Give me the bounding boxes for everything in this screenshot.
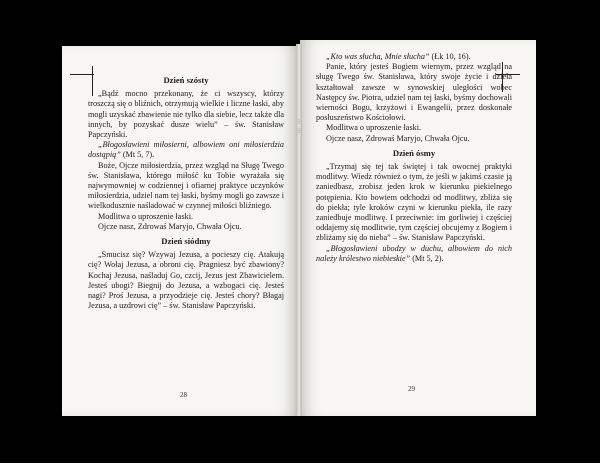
heading-day-seven: Dzień siódmy — [161, 236, 211, 247]
right-page-text — [316, 52, 512, 264]
heading-day-six: Dzień szósty — [163, 75, 209, 85]
book-spine — [296, 44, 302, 416]
paragraph: Ojcze nasz, Zdrowaś Maryjo, Chwała Ojcu. — [98, 221, 242, 231]
quote-reference: (Mt 5, 2). — [410, 253, 444, 263]
paragraph: Modlitwa o uproszenie łaski. — [98, 211, 194, 221]
quote-reference: (Mt 5, 7). — [120, 150, 155, 160]
page-number-right: 29 — [408, 385, 415, 393]
paragraph: „Smucisz się? Wzywaj Jezusa, a pocieszy cię. Atakują cię? Wołaj Jezusa, a obroni cię. Pragniesz być zbawiony? Kochaj Jezusa, naśladuj Go, czcij, Jezus jest Zbawicielem. Jesteś ubogi? Biegnij do Jezusa, a wzbogaci cię. Jesteś nagi? Proś Jezusa, a przyodzieje cię. Jesteś chory? Błagaj Jezusa, a uzdrowi cię” – św. Stanisław Papczyński. — [88, 250, 284, 311]
paragraph: Ojcze nasz, Zdrowaś Maryjo, Chwała Ojcu. — [326, 133, 470, 143]
scripture-quote — [316, 52, 512, 62]
paragraph: Panie, który jesteś Bogiem wiernym, przez wzgląd na sługę Twego św. Stanisława, który swoje życie i dzieła kształtował zawsze w synowskiej uległości wobec Następcy św. Piotra, udziel nam tej łaski, byśmy dochowali wierności Bogu, krzyżowi i Ewangelii, przez doskonałe posłuszeństwo Kościołowi. — [316, 62, 512, 123]
quote-reference: (Łk 10, 16). — [429, 52, 471, 61]
paragraph: Modlitwa o uproszenie łaski. — [326, 123, 422, 133]
quote-text: „Błogosławieni ubodzy w duchu, albowiem do nich należy królestwo niebieskie” — [316, 243, 512, 263]
scripture-quote — [88, 140, 284, 160]
heading-day-eight: Dzień ósmy — [392, 147, 436, 158]
page-number-left: 28 — [180, 391, 187, 399]
paragraph: Boże, Ojcze miłosierdzia, przez wzgląd na Sługę Twego św. Stanisława, którego miłość ku Tobie wyrażała się najwymowniej w codziennej i ofiarnej praktyce uczynków miłosierdzia, udziel nam tej łaski, byśmy mogli go zawsze i wielkodusznie naśladować w czynnej miłości bliźniego. — [88, 160, 284, 211]
quote-text: „Kto was słucha, Mnie słucha” — [326, 52, 430, 61]
paragraph: „Bądź mocno przekonany, że ci wszyscy, którzy troszczą się o bliźnich, otrzymują wielkie i liczne łaski, aby mogli uzyskać zbawienie nie tylko dla siebie, lecz także dla innych, by pozyskać dusze wielu” – św. Stanisław Papczyński. — [88, 89, 284, 140]
left-page-text — [88, 71, 284, 311]
binding-marks: ⁝ ⁝ — [297, 118, 301, 135]
scripture-quote — [316, 244, 512, 264]
paragraph: „Trzymaj się tej tak świętej i tak owocnej praktyki modlitwy. Wiedz również o tym, że jeśli w jakimś czasie ją zaniedbasz, zrobisz jeden krok w kierunku piekielnego potępienia. Kto bowiem odchodzi od modlitwy, zbliża się do piekła; tyle kroków czyni w kierunku piekła, ile razy zaniedbuje modlitwę. I przeciwnie: im gorliwiej i częściej oddajemy się modlitwie, tym częściej obcujemy z Bogiem i zbliżamy się do nieba” – św. Stanisław Papczyński. — [316, 162, 512, 243]
quote-text: „Błogosławieni miłosierni, albowiem oni miłosierdzia dostąpią” — [88, 140, 284, 160]
